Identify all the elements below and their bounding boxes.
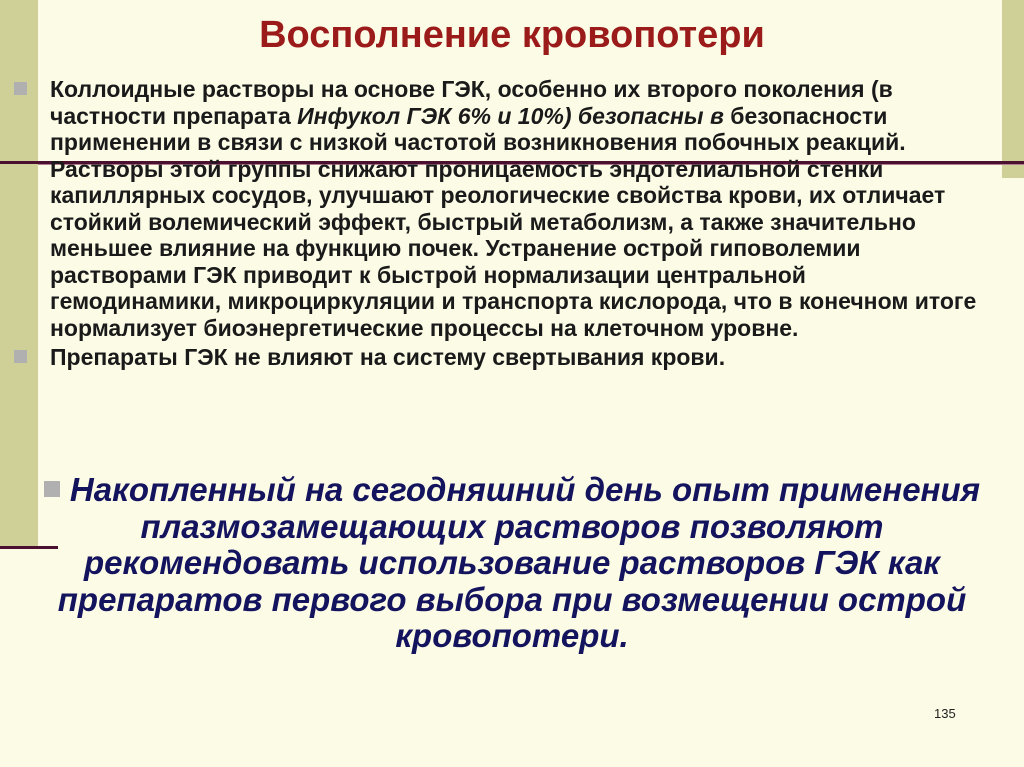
page-number: 135: [934, 706, 956, 721]
conclusion-text: Накопленный на сегодняшний день опыт применения плазмозамещающих растворов позволяют рекомендовать использование растворов ГЭК как препаратов первого выбора при возмещении острой кровопотери.: [57, 471, 981, 655]
slide-body: [0, 76, 1000, 371]
square-bullet-icon: [44, 481, 60, 497]
bullet-text-1-lead: Коллоидные растворы на основе ГЭК, особенно их второго поколения (в частности препарата: [50, 76, 893, 129]
square-bullet-icon: [14, 350, 27, 363]
bullet-text-1-rest: безопасности применении в связи с низкой частотой возникновения побочных реакций. Растворы этой группы снижают проницаемость эндотелиальной стенки капиллярных сосудов, улучшают реологические свойства крови, их отличает стойкий волемический эффект, быстрый метаболизм, а также значительно меньшее влияние на функцию почек. Устранение острой гиповолемии растворами ГЭК приводит к быстрой нормализации центральной гемодинамики, микроциркуляции и транспорта кислорода, что в конечном итоге нормализует биоэнергетические процессы на клеточном уровне.: [50, 102, 977, 341]
bullet-text-1: [50, 76, 980, 341]
drug-name-italic: Инфукол ГЭК 6% и 10%) безопасны в: [297, 102, 724, 129]
bullet-text-2: Препараты ГЭК не влияют на систему свертывания крови.: [50, 344, 726, 370]
bullet-item-1: [0, 76, 1000, 341]
conclusion-block: [40, 472, 984, 655]
slide-title: Восполнение кровопотери: [259, 14, 765, 56]
bullet-item-2: [0, 344, 1000, 371]
square-bullet-icon: [14, 82, 27, 95]
